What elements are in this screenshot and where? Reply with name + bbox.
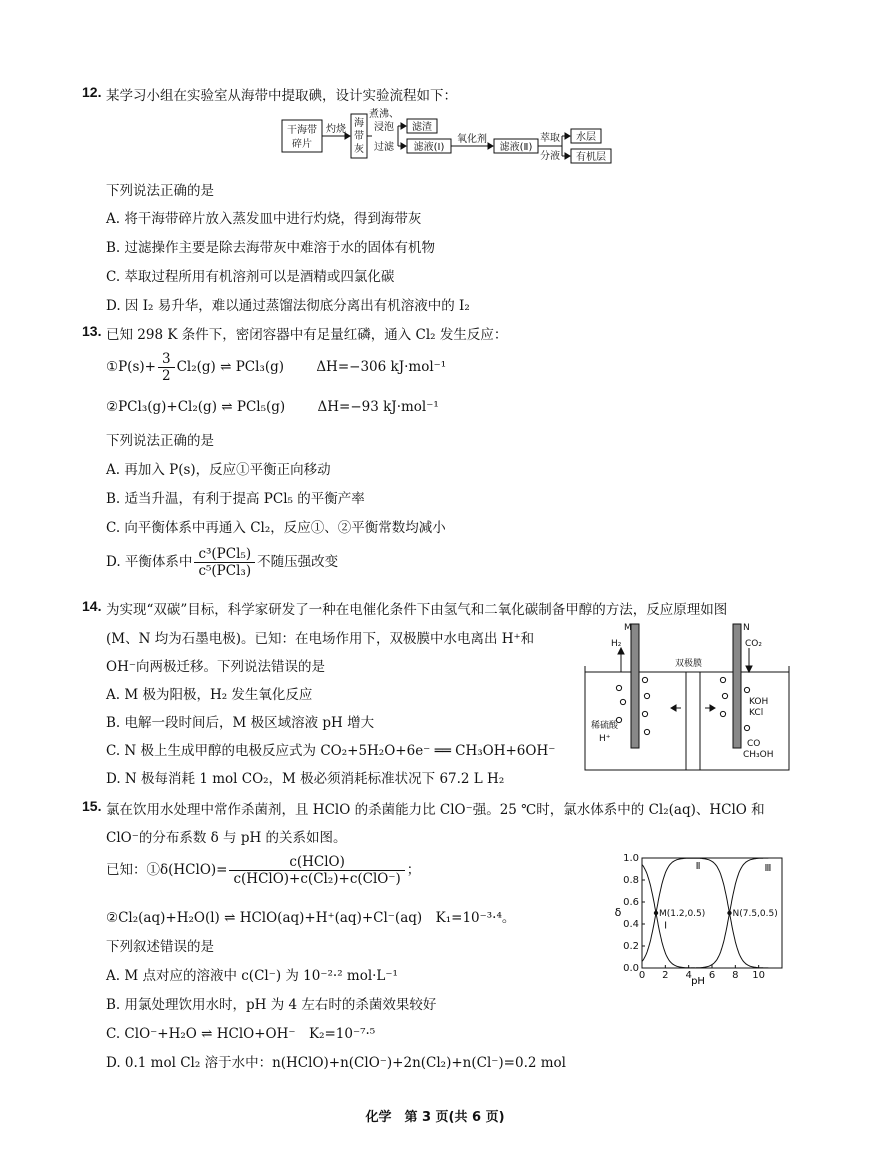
point-marker bbox=[727, 911, 731, 915]
x-tick-label: 8 bbox=[732, 970, 739, 981]
option-text: 不随压强改变 bbox=[257, 554, 339, 570]
question-text: OH⁻向两极迁移。下列说法错误的是 bbox=[106, 659, 325, 675]
y-tick-label: 0.2 bbox=[623, 941, 639, 952]
option-b: B. 过滤操作主要是除去海带灰中难溶于水的固体有机物 bbox=[106, 240, 436, 256]
label-co: CO bbox=[747, 739, 761, 749]
flow-text: 水层 bbox=[576, 132, 596, 143]
y-tick-label: 0.0 bbox=[623, 963, 639, 974]
y-tick-label: 1.0 bbox=[623, 853, 639, 864]
flow-text: 干海带 bbox=[287, 125, 317, 136]
flow-text: 有机层 bbox=[576, 152, 606, 163]
label-acid: 稀硫酸 bbox=[591, 721, 619, 731]
fraction-den: 2 bbox=[161, 368, 171, 384]
electrode-n bbox=[733, 624, 741, 748]
label-m: M bbox=[624, 623, 632, 633]
known-2: ②Cl₂(aq)+H₂O(l) ⇌ HClO(aq)+H⁺(aq)+Cl⁻(aq) K₁=10⁻³·⁴。 bbox=[106, 910, 516, 926]
question-prompt: 下列说法正确的是 bbox=[106, 433, 214, 449]
flow-label: 浸泡 bbox=[374, 122, 394, 133]
option-d: D. 因 I₂ 易升华，难以通过蒸馏法彻底分离出有机溶液中的 I₂ bbox=[106, 298, 470, 314]
reaction-text: ①P(s)+ bbox=[106, 359, 156, 375]
x-tick-label: 2 bbox=[662, 970, 669, 981]
x-tick-label: 0 bbox=[638, 970, 646, 981]
option-c: C. ClO⁻+H₂O ⇌ HClO+OH⁻ K₂=10⁻⁷·⁵ bbox=[106, 1026, 376, 1042]
flowchart bbox=[280, 108, 620, 168]
label-hplus: H⁺ bbox=[599, 734, 611, 744]
series-label: Ⅲ bbox=[764, 863, 772, 875]
fraction-num: c³(PCl₅) bbox=[194, 546, 255, 563]
fraction bbox=[158, 351, 175, 384]
known-1 bbox=[106, 852, 420, 888]
x-tick-label: 4 bbox=[685, 970, 692, 981]
flow-text: 海 bbox=[354, 118, 364, 129]
label-ch3oh: CH₃OH bbox=[743, 750, 774, 760]
label-n: N bbox=[743, 623, 750, 633]
label-co2: CO₂ bbox=[745, 639, 762, 649]
point-label: M(1.2,0.5) bbox=[659, 909, 706, 919]
fraction-den: c⁵(PCl₃) bbox=[198, 563, 252, 579]
flow-label: 灼烧 bbox=[326, 124, 346, 135]
flow-text: 灰 bbox=[354, 144, 364, 155]
label-koh: KOH bbox=[749, 697, 769, 707]
reaction-text: ②PCl₃(g)+Cl₂(g) ⇌ PCl₅(g) bbox=[106, 399, 286, 415]
label-membrane: 双极膜 bbox=[675, 659, 703, 669]
option-d bbox=[106, 545, 338, 579]
option-a: A. M 极为阳极，H₂ 发生氧化反应 bbox=[106, 687, 313, 703]
question-prompt: 下列说法正确的是 bbox=[106, 183, 214, 199]
option-b: B. 适当升温，有利于提高 PCl₅ 的平衡产率 bbox=[106, 491, 365, 507]
option-a: A. 再加入 P(s)，反应①平衡正向移动 bbox=[106, 462, 331, 478]
flow-label: 煮沸、 bbox=[369, 109, 399, 120]
electrode-m bbox=[631, 624, 639, 748]
option-d: D. 0.1 mol Cl₂ 溶于水中：n(HClO)+n(ClO⁻)+2n(Cl₂)+n(Cl⁻)=0.2 mol bbox=[106, 1055, 566, 1071]
flow-label: 氧化剂 bbox=[457, 134, 487, 145]
known-text: 已知：①δ(HClO)= bbox=[106, 862, 228, 878]
flow-label: 萃取 bbox=[540, 133, 560, 144]
y-tick-label: 0.8 bbox=[623, 875, 639, 886]
flow-label: 分液 bbox=[540, 151, 560, 162]
question-stem: 某学习小组在实验室从海带中提取碘，设计实验流程如下： bbox=[106, 88, 457, 104]
flow-text: 滤渣 bbox=[412, 122, 432, 133]
option-c: C. 向平衡体系中再通入 Cl₂，反应①、②平衡常数均减小 bbox=[106, 520, 446, 536]
question-text: ClO⁻的分布系数 δ 与 pH 的关系如图。 bbox=[106, 830, 347, 846]
label-kcl: KCl bbox=[749, 708, 764, 718]
enthalpy: ΔH=−93 kJ·mol⁻¹ bbox=[317, 399, 439, 415]
x-axis-label: pH bbox=[691, 976, 705, 987]
reaction-text: Cl₂(g) ⇌ PCl₃(g) bbox=[176, 359, 285, 375]
known-text: ； bbox=[406, 862, 421, 878]
option-d: D. N 极每消耗 1 mol CO₂，M 极必须消耗标准状况下 67.2 L H₂ bbox=[106, 771, 505, 787]
flow-text: 碎片 bbox=[292, 139, 312, 150]
question-number: 15. bbox=[82, 798, 102, 814]
fraction bbox=[229, 854, 404, 887]
question-number: 13. bbox=[82, 323, 102, 339]
series-label: Ⅱ bbox=[695, 861, 701, 872]
fraction-num: c(HClO) bbox=[229, 854, 404, 871]
option-c: C. 萃取过程所用有机溶剂可以是酒精或四氯化碳 bbox=[106, 269, 395, 285]
fraction bbox=[194, 546, 255, 579]
flow-label: 过滤 bbox=[374, 142, 394, 153]
x-tick-label: 10 bbox=[752, 970, 766, 981]
question-text: 氯在饮用水处理中常作杀菌剂，且 HClO 的杀菌能力比 ClO⁻强。25 ℃时，氯水体系中的 Cl₂(aq)、HClO 和 bbox=[106, 802, 765, 818]
distribution-chart bbox=[612, 848, 792, 988]
enthalpy: ΔH=−306 kJ·mol⁻¹ bbox=[316, 359, 447, 375]
option-text: D. 平衡体系中 bbox=[106, 554, 193, 570]
option-b: B. 电解一段时间后，M 极区域溶液 pH 增大 bbox=[106, 715, 375, 731]
question-number: 12. bbox=[82, 84, 102, 100]
question-text: (M、N 均为石墨电极)。已知：在电场作用下，双极膜中水电离出 H⁺和 bbox=[106, 631, 535, 647]
electrolysis-diagram bbox=[583, 620, 793, 774]
fraction-num: 3 bbox=[158, 351, 175, 368]
reaction-2 bbox=[106, 399, 439, 415]
y-axis-label: δ bbox=[614, 906, 622, 919]
reaction-1 bbox=[106, 349, 446, 385]
y-tick-label: 0.4 bbox=[623, 919, 639, 930]
question-stem: 已知 298 K 条件下，密闭容器中有足量红磷，通入 Cl₂ 发生反应： bbox=[106, 327, 508, 343]
option-b: B. 用氯处理饮用水时，pH 为 4 左右时的杀菌效果较好 bbox=[106, 997, 437, 1013]
question-prompt: 下列叙述错误的是 bbox=[106, 939, 214, 955]
page-footer: 化学 第 3 页(共 6 页) bbox=[365, 1110, 505, 1125]
flow-text: 带 bbox=[354, 131, 364, 142]
series-label: Ⅰ bbox=[664, 920, 668, 932]
point-marker bbox=[654, 911, 658, 915]
fraction-den: c(HClO)+c(Cl₂)+c(ClO⁻) bbox=[233, 871, 401, 887]
question-text: 为实现“双碳”目标，科学家研发了一种在电催化条件下由氢气和二氧化碳制备甲醇的方法，反应原理如图 bbox=[106, 602, 728, 618]
flow-text: 滤液(Ⅰ) bbox=[413, 142, 445, 153]
question-number: 14. bbox=[82, 598, 102, 614]
point-label: N(7.5,0.5) bbox=[732, 909, 778, 919]
label-h2: H₂ bbox=[611, 639, 622, 649]
flow-text: 滤液(Ⅱ) bbox=[499, 142, 533, 153]
y-tick-label: 0.6 bbox=[623, 897, 639, 908]
option-a: A. 将干海带碎片放入蒸发皿中进行灼烧，得到海带灰 bbox=[106, 211, 422, 227]
option-a: A. M 点对应的溶液中 c(Cl⁻) 为 10⁻²·² mol·L⁻¹ bbox=[106, 968, 398, 984]
x-tick-label: 6 bbox=[708, 970, 716, 981]
option-c: C. N 极上生成甲醇的电极反应式为 CO₂+5H₂O+6e⁻ ══ CH₃OH+6OH⁻ bbox=[106, 743, 556, 759]
